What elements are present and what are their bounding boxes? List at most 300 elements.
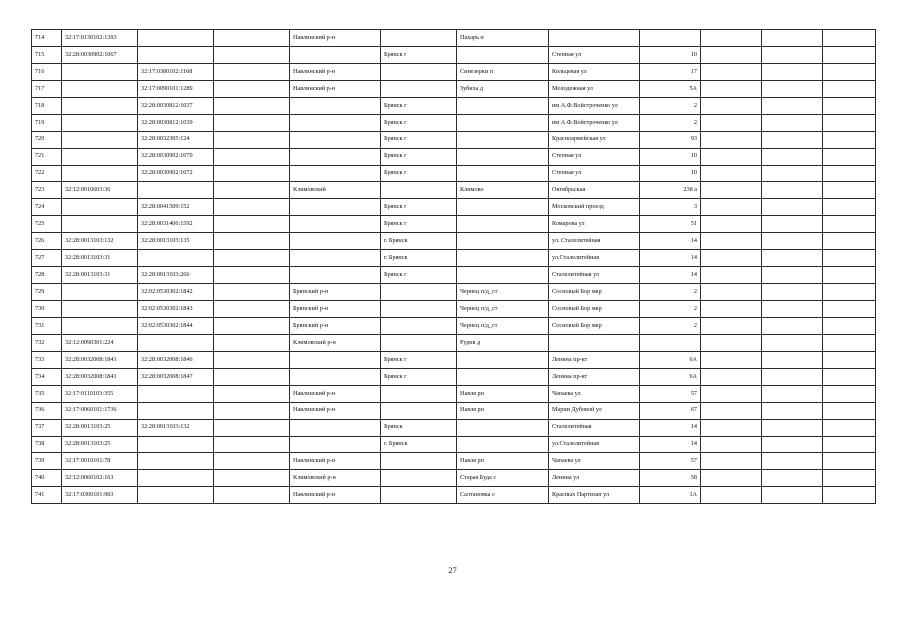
table-cell [138, 250, 214, 267]
table-cell: Сосновый Бор мкр [549, 317, 640, 334]
table-cell [762, 487, 823, 504]
table-cell: им А.Ф.Войстроченко ул [549, 97, 640, 114]
table-cell [762, 114, 823, 131]
table-cell [701, 30, 762, 47]
table-cell [823, 301, 876, 318]
table-cell: 67 [640, 402, 701, 419]
table-cell [138, 436, 214, 453]
table-cell [701, 385, 762, 402]
table-cell: Навля рп [457, 402, 549, 419]
table-cell [701, 436, 762, 453]
table-cell: 739 [32, 453, 62, 470]
table-cell: 2 [640, 301, 701, 318]
table-cell: 57 [640, 385, 701, 402]
table-cell: 32:28:0030902:1072 [138, 165, 214, 182]
table-body [32, 30, 876, 504]
table-cell [457, 250, 549, 267]
table-cell: Ленина пр-кт [549, 351, 640, 368]
table-cell: 2 [640, 97, 701, 114]
table-cell: 728 [32, 267, 62, 284]
table-cell [381, 301, 457, 318]
table-cell [138, 470, 214, 487]
table-cell [701, 182, 762, 199]
table-cell: 715 [32, 46, 62, 63]
table-cell: 32:02:0530302:1844 [138, 317, 214, 334]
table-cell [381, 80, 457, 97]
table-cell [549, 30, 640, 47]
table-cell [138, 385, 214, 402]
table-cell: Навлинский р-н [290, 80, 381, 97]
table-cell: 32:28:0013103:266 [138, 267, 214, 284]
table-cell: 14 [640, 233, 701, 250]
table-cell [701, 419, 762, 436]
table-cell: Зубиха д [457, 80, 549, 97]
table-cell [214, 470, 290, 487]
table-cell [823, 470, 876, 487]
table-cell [457, 267, 549, 284]
table-cell [381, 182, 457, 199]
table-cell [457, 97, 549, 114]
table-cell: Брянский р-н [290, 301, 381, 318]
table-cell [381, 385, 457, 402]
table-cell [62, 317, 138, 334]
table-cell: ул.Сталелитейная [549, 436, 640, 453]
table-cell [823, 453, 876, 470]
table-cell: Климово [457, 182, 549, 199]
table-row [32, 30, 876, 47]
table-cell: 720 [32, 131, 62, 148]
table-row [32, 351, 876, 368]
table-row [32, 301, 876, 318]
table-cell [823, 182, 876, 199]
table-cell [549, 334, 640, 351]
table-cell: 32:28:0013103:25 [62, 419, 138, 436]
table-cell [823, 148, 876, 165]
table-cell [823, 199, 876, 216]
table-cell: Брянск [381, 419, 457, 436]
table-row [32, 334, 876, 351]
table-cell: 32:17:0380102:1168 [138, 63, 214, 80]
table-cell: 737 [32, 419, 62, 436]
table-cell [701, 284, 762, 301]
table-cell [762, 301, 823, 318]
table-row [32, 199, 876, 216]
table-cell: 738 [32, 436, 62, 453]
table-cell [214, 317, 290, 334]
table-cell [138, 487, 214, 504]
table-row [32, 284, 876, 301]
table-cell [701, 470, 762, 487]
table-cell: 32:17:0130102:1393 [62, 30, 138, 47]
table-cell [823, 80, 876, 97]
table-cell [214, 182, 290, 199]
table-cell [762, 216, 823, 233]
table-cell [138, 182, 214, 199]
table-cell: 716 [32, 63, 62, 80]
table-cell [214, 63, 290, 80]
table-cell [290, 351, 381, 368]
table-cell [290, 46, 381, 63]
table-cell: 57 [640, 453, 701, 470]
table-cell [381, 317, 457, 334]
registry-table [31, 29, 876, 504]
table-cell [290, 436, 381, 453]
table-cell: Марии Дубовой ул [549, 402, 640, 419]
table-cell [762, 402, 823, 419]
table-cell [701, 250, 762, 267]
table-cell [823, 165, 876, 182]
table-cell [214, 148, 290, 165]
table-cell [823, 351, 876, 368]
table-cell: 32:28:0013103:25 [62, 436, 138, 453]
table-cell [457, 436, 549, 453]
table-cell: 14 [640, 436, 701, 453]
table-row [32, 453, 876, 470]
table-cell: 722 [32, 165, 62, 182]
table-cell [290, 165, 381, 182]
table-cell [762, 233, 823, 250]
page-number: 27 [448, 565, 457, 575]
table-cell [457, 148, 549, 165]
table-cell: Сталелитейная [549, 419, 640, 436]
table-cell: 32:28:0013103:31 [62, 250, 138, 267]
table-cell [823, 267, 876, 284]
table-row [32, 63, 876, 80]
table-cell [762, 267, 823, 284]
table-cell: 93 [640, 131, 701, 148]
table-cell: 726 [32, 233, 62, 250]
table-cell [457, 351, 549, 368]
table-cell: 2 [640, 114, 701, 131]
table-row [32, 470, 876, 487]
table-row [32, 165, 876, 182]
table-cell: Климовский р-н [290, 470, 381, 487]
table-row [32, 216, 876, 233]
table-cell: 719 [32, 114, 62, 131]
table-cell [823, 368, 876, 385]
table-cell: Московский проезд [549, 199, 640, 216]
table-cell [701, 334, 762, 351]
table-cell: 724 [32, 199, 62, 216]
table-cell: Сосновый Бор мкр [549, 284, 640, 301]
table-cell [701, 199, 762, 216]
table-cell: 741 [32, 487, 62, 504]
table-cell [823, 402, 876, 419]
table-cell [62, 216, 138, 233]
table-cell: 5А [640, 80, 701, 97]
table-cell: 727 [32, 250, 62, 267]
table-cell: 32:28:0041509:152 [138, 199, 214, 216]
table-row [32, 182, 876, 199]
table-cell [762, 63, 823, 80]
table-cell: ул.Сталелитейная [549, 250, 640, 267]
table-cell [701, 97, 762, 114]
table-cell [823, 97, 876, 114]
table-cell [762, 97, 823, 114]
table-cell: Салтановка с [457, 487, 549, 504]
table-cell: 32:17:0110103:355 [62, 385, 138, 402]
table-cell [290, 216, 381, 233]
table-cell [701, 46, 762, 63]
table-cell [701, 233, 762, 250]
table-cell [762, 80, 823, 97]
table-cell: ул. Сталелитейная [549, 233, 640, 250]
table-cell [701, 165, 762, 182]
table-cell [701, 267, 762, 284]
table-cell [701, 368, 762, 385]
table-cell [381, 402, 457, 419]
table-cell [138, 30, 214, 47]
table-cell [214, 216, 290, 233]
table-cell [214, 419, 290, 436]
table-cell [762, 419, 823, 436]
table-cell: 10 [640, 46, 701, 63]
table-cell [457, 233, 549, 250]
table-cell: Брянск г [381, 46, 457, 63]
table-cell: 2 [640, 284, 701, 301]
table-cell: 10 [640, 148, 701, 165]
table-cell [62, 97, 138, 114]
table-cell [290, 419, 381, 436]
table-cell [823, 216, 876, 233]
table-cell: Брянск г [381, 351, 457, 368]
table-cell [381, 284, 457, 301]
table-cell [214, 284, 290, 301]
table-cell [823, 233, 876, 250]
table-cell: Брянск г [381, 165, 457, 182]
table-cell: 32:28:0032008:1841 [62, 368, 138, 385]
table-cell [823, 419, 876, 436]
table-cell: 733 [32, 351, 62, 368]
table-cell [62, 131, 138, 148]
table-row [32, 267, 876, 284]
table-cell: 1А [640, 487, 701, 504]
table-cell: Старая Буда с [457, 470, 549, 487]
table-cell [290, 250, 381, 267]
table-cell: 32:02:0530302:1842 [138, 284, 214, 301]
table-cell: Ленина ул [549, 470, 640, 487]
table-cell: Чернец п/д_ст [457, 301, 549, 318]
table-row [32, 402, 876, 419]
table-cell [381, 470, 457, 487]
table-cell: Ленина пр-кт [549, 368, 640, 385]
table-row [32, 419, 876, 436]
table-cell: Комарова ул [549, 216, 640, 233]
registry-sheet [31, 29, 876, 504]
table-cell: 731 [32, 317, 62, 334]
table-cell: Молодежная ул [549, 80, 640, 97]
table-cell [823, 317, 876, 334]
table-cell: Брянск г [381, 199, 457, 216]
table-cell: Климовский [290, 182, 381, 199]
table-cell [214, 351, 290, 368]
table-cell: Навля рп [457, 385, 549, 402]
table-cell: 735 [32, 385, 62, 402]
table-cell [823, 385, 876, 402]
table-cell: 32:28:0013103:135 [138, 233, 214, 250]
table-cell [701, 148, 762, 165]
table-cell: Красноармейская ул [549, 131, 640, 148]
table-row [32, 436, 876, 453]
table-cell [457, 368, 549, 385]
table-cell: Брянск г [381, 131, 457, 148]
table-cell [214, 30, 290, 47]
table-cell: 32:28:0032008:1846 [138, 351, 214, 368]
table-cell [762, 46, 823, 63]
table-cell: 725 [32, 216, 62, 233]
table-row [32, 46, 876, 63]
table-cell: Пахарь п [457, 30, 549, 47]
table-cell: Брянск г [381, 114, 457, 131]
table-cell: 732 [32, 334, 62, 351]
table-cell [701, 114, 762, 131]
table-row [32, 148, 876, 165]
table-cell [290, 97, 381, 114]
table-cell [762, 199, 823, 216]
table-cell [214, 114, 290, 131]
table-cell: Брянский р-н [290, 284, 381, 301]
table-cell: Чернец п/д_ст [457, 317, 549, 334]
table-cell: Климовский р-н [290, 334, 381, 351]
table-cell [290, 267, 381, 284]
table-cell [381, 63, 457, 80]
table-cell [762, 317, 823, 334]
table-cell [823, 114, 876, 131]
table-cell: 10 [640, 165, 701, 182]
table-cell [701, 63, 762, 80]
table-cell: 32:28:0032008:1841 [62, 351, 138, 368]
table-cell: 32:28:0030902:1070 [138, 148, 214, 165]
table-cell [823, 436, 876, 453]
table-cell: Брянск г [381, 267, 457, 284]
table-cell [823, 334, 876, 351]
table-cell: Степная ул [549, 148, 640, 165]
table-cell [290, 199, 381, 216]
table-cell [762, 351, 823, 368]
table-cell [457, 216, 549, 233]
table-cell [214, 301, 290, 318]
table-cell: 32:12:0060102:163 [62, 470, 138, 487]
table-cell [762, 334, 823, 351]
table-cell: Сталелитейная ул [549, 267, 640, 284]
table-cell: г. Брянск [381, 436, 457, 453]
table-cell [214, 487, 290, 504]
table-cell: Степная ул [549, 165, 640, 182]
table-cell [62, 148, 138, 165]
table-cell: 32:17:0010101:78 [62, 453, 138, 470]
table-cell [290, 148, 381, 165]
table-cell [457, 165, 549, 182]
table-cell: 32:12:0010603:36 [62, 182, 138, 199]
table-cell: Брянск г [381, 97, 457, 114]
table-cell [214, 402, 290, 419]
table-cell [823, 63, 876, 80]
table-cell [762, 165, 823, 182]
table-cell: 32:28:0032008:1847 [138, 368, 214, 385]
table-cell [62, 165, 138, 182]
table-cell [701, 216, 762, 233]
table-row [32, 317, 876, 334]
table-cell [214, 80, 290, 97]
table-cell: Брянск г [381, 148, 457, 165]
table-cell: Брянский р-н [290, 317, 381, 334]
table-cell [290, 233, 381, 250]
table-row [32, 368, 876, 385]
table-cell [381, 453, 457, 470]
table-row [32, 97, 876, 114]
table-cell: Октябрьская [549, 182, 640, 199]
table-cell: 32:28:0030812:1037 [138, 97, 214, 114]
table-cell: 6А [640, 368, 701, 385]
table-cell [214, 453, 290, 470]
table-cell: г. Брянск [381, 250, 457, 267]
table-cell: 740 [32, 470, 62, 487]
table-cell [762, 30, 823, 47]
table-cell: 32:02:0530302:1843 [138, 301, 214, 318]
table-cell: 721 [32, 148, 62, 165]
table-cell: 14 [640, 250, 701, 267]
table-cell: Степная ул [549, 46, 640, 63]
table-cell [823, 46, 876, 63]
table-cell: Сосновый Бор мкр [549, 301, 640, 318]
table-cell [214, 165, 290, 182]
table-cell [381, 30, 457, 47]
table-cell [62, 63, 138, 80]
table-cell: 17 [640, 63, 701, 80]
table-cell [701, 351, 762, 368]
table-cell: Навлинский р-н [290, 453, 381, 470]
table-cell [214, 131, 290, 148]
table-cell [701, 487, 762, 504]
table-cell [62, 80, 138, 97]
table-cell [457, 46, 549, 63]
table-cell [823, 284, 876, 301]
table-row [32, 233, 876, 250]
table-row [32, 131, 876, 148]
table-cell [762, 436, 823, 453]
table-cell [823, 30, 876, 47]
table-cell: Навлинский р-н [290, 385, 381, 402]
table-cell [762, 453, 823, 470]
table-cell [762, 131, 823, 148]
table-cell: 717 [32, 80, 62, 97]
table-cell [457, 199, 549, 216]
table-cell [138, 334, 214, 351]
table-cell [214, 368, 290, 385]
table-cell: 2 [640, 317, 701, 334]
table-cell [701, 402, 762, 419]
table-row [32, 487, 876, 504]
table-cell: Навлинский р-н [290, 30, 381, 47]
table-cell: 6А [640, 351, 701, 368]
table-row [32, 114, 876, 131]
table-cell [457, 131, 549, 148]
table-cell: 32:28:0013103:31 [62, 267, 138, 284]
table-cell [762, 284, 823, 301]
table-cell [62, 199, 138, 216]
table-cell: Навлинский р-н [290, 63, 381, 80]
table-cell: Брянск г [381, 368, 457, 385]
table-cell: Синезерки п [457, 63, 549, 80]
table-cell [701, 131, 762, 148]
table-cell [214, 250, 290, 267]
table-row [32, 385, 876, 402]
table-cell [640, 334, 701, 351]
table-cell: им А.Ф.Войстроченко ул [549, 114, 640, 131]
table-cell [701, 301, 762, 318]
table-cell [762, 470, 823, 487]
table-cell [762, 182, 823, 199]
